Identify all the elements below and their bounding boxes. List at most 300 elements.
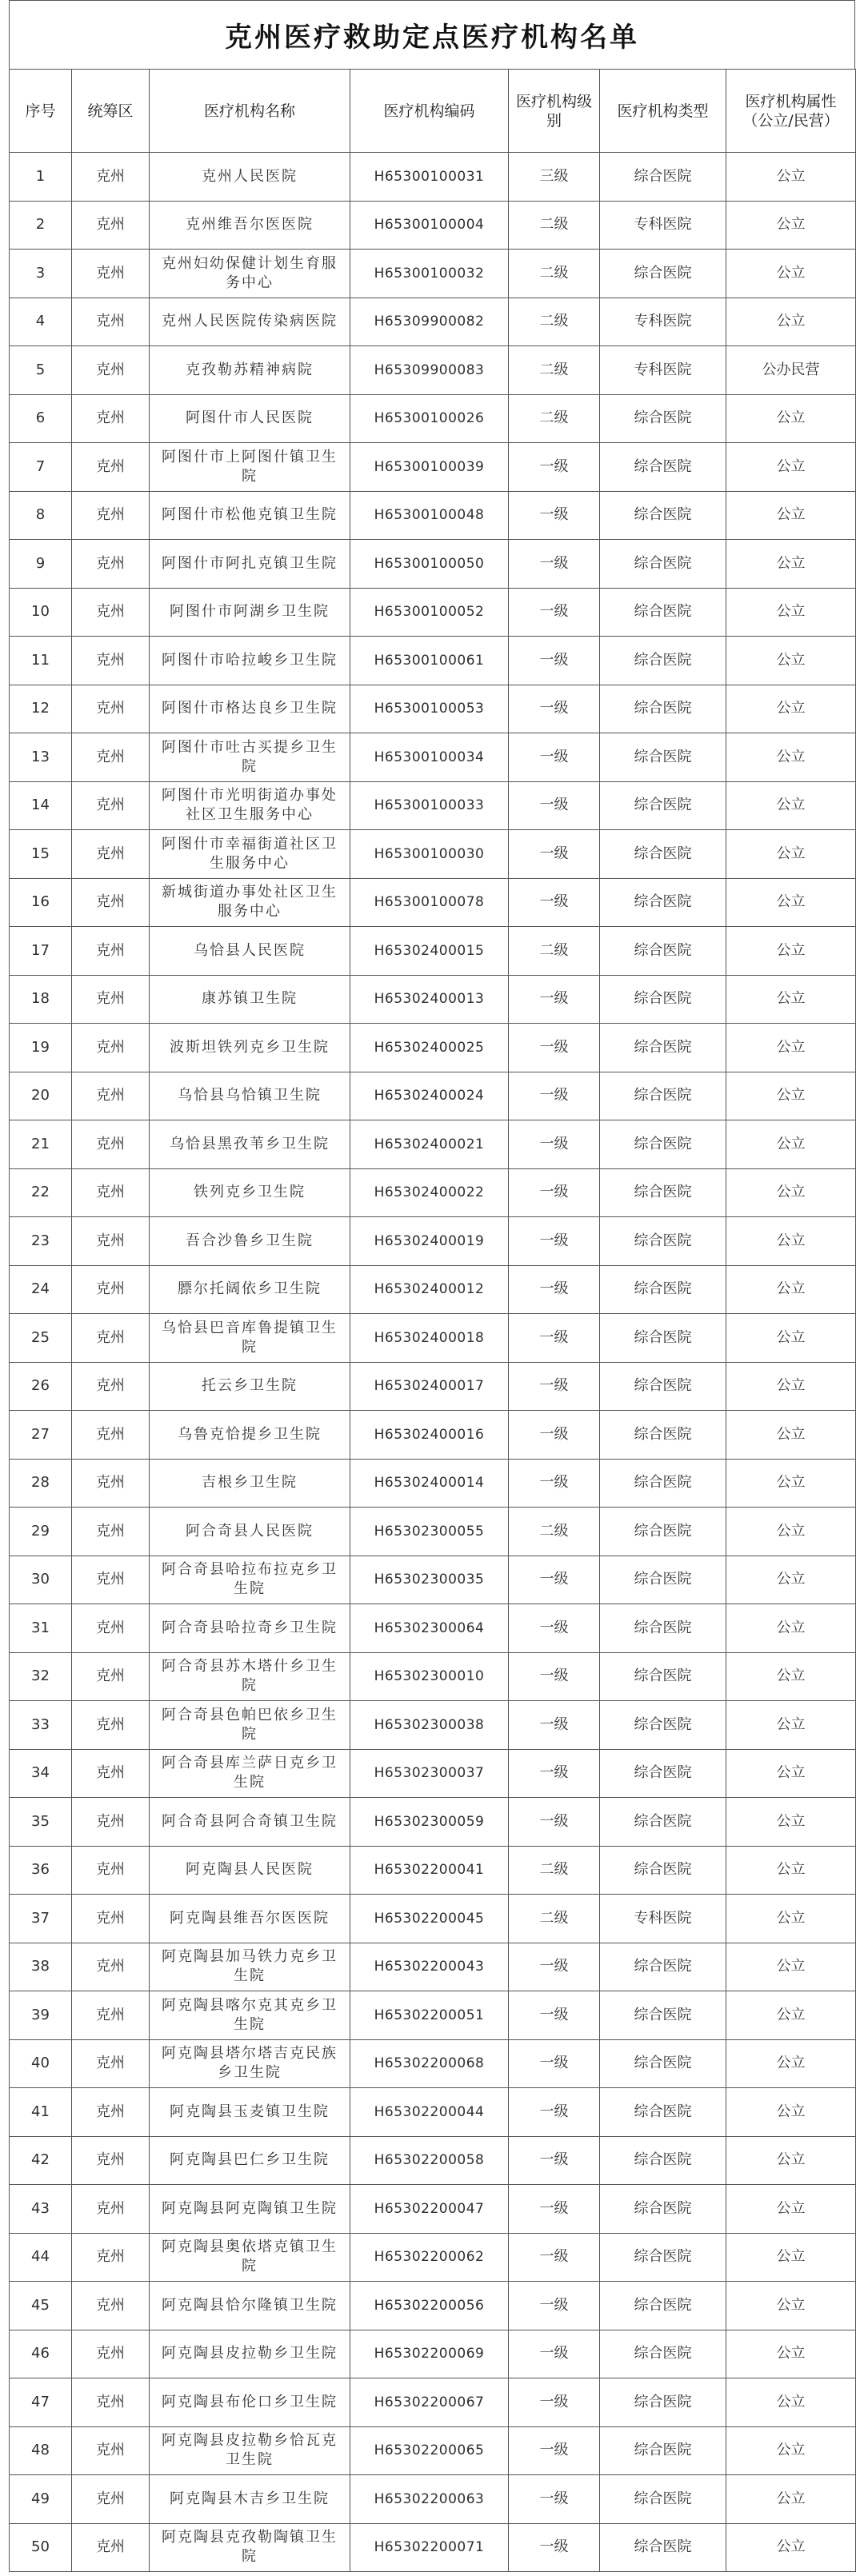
cell-index: 23 (10, 1217, 72, 1266)
cell-ownership: 公立 (726, 298, 856, 346)
cell-code: H65302400014 (350, 1459, 509, 1508)
cell-level: 一级 (509, 1411, 600, 1460)
table-row (10, 1459, 856, 1508)
cell-index: 5 (10, 346, 72, 395)
cell-type: 综合医院 (600, 443, 726, 492)
cell-index: 4 (10, 298, 72, 346)
cell-district: 克州 (72, 201, 150, 250)
cell-district: 克州 (72, 1024, 150, 1072)
cell-district: 克州 (72, 1168, 150, 1217)
cell-level: 一级 (509, 443, 600, 492)
cell-ownership: 公立 (726, 394, 856, 443)
cell-index: 39 (10, 1991, 72, 2040)
cell-type: 综合医院 (600, 1024, 726, 1072)
cell-level: 一级 (509, 2233, 600, 2282)
table-row (10, 1411, 856, 1460)
institution-table (9, 69, 856, 2572)
cell-code: H65302400021 (350, 1120, 509, 1169)
table-row (10, 443, 856, 492)
cell-index: 31 (10, 1604, 72, 1653)
cell-name: 阿克陶县人民医院 (150, 1846, 350, 1895)
cell-name: 阿合奇县哈拉布拉克乡卫生院 (150, 1556, 350, 1604)
cell-name: 波斯坦铁列克乡卫生院 (150, 1024, 350, 1072)
cell-type: 综合医院 (600, 2475, 726, 2524)
header-name: 医疗机构名称 (150, 70, 350, 153)
cell-type: 综合医院 (600, 540, 726, 589)
header-district: 统筹区 (72, 70, 150, 153)
cell-index: 50 (10, 2523, 72, 2572)
table-row (10, 1072, 856, 1120)
cell-type: 综合医院 (600, 1168, 726, 1217)
cell-level: 一级 (509, 1168, 600, 1217)
cell-code: H65302200062 (350, 2233, 509, 2282)
cell-ownership: 公立 (726, 830, 856, 879)
table-row (10, 2282, 856, 2330)
cell-name: 乌鲁克恰提乡卫生院 (150, 1411, 350, 1460)
cell-ownership: 公立 (726, 201, 856, 250)
cell-ownership: 公立 (726, 1652, 856, 1701)
cell-index: 28 (10, 1459, 72, 1508)
cell-code: H65302200041 (350, 1846, 509, 1895)
cell-code: H65300100050 (350, 540, 509, 589)
table-row (10, 1024, 856, 1072)
cell-code: H65302300064 (350, 1604, 509, 1653)
cell-district: 克州 (72, 1652, 150, 1701)
cell-ownership: 公立 (726, 1798, 856, 1847)
cell-type: 综合医院 (600, 2136, 726, 2185)
table-row (10, 588, 856, 637)
table-row (10, 1168, 856, 1217)
cell-index: 27 (10, 1411, 72, 1460)
cell-type: 综合医院 (600, 491, 726, 540)
cell-code: H65302200051 (350, 1991, 509, 2040)
cell-type: 专科医院 (600, 201, 726, 250)
cell-name: 阿图什市阿湖乡卫生院 (150, 588, 350, 637)
cell-code: H65302200044 (350, 2088, 509, 2137)
cell-district: 克州 (72, 2282, 150, 2330)
cell-type: 综合医院 (600, 1701, 726, 1750)
cell-district: 克州 (72, 298, 150, 346)
cell-district: 克州 (72, 588, 150, 637)
cell-ownership: 公立 (726, 1604, 856, 1653)
table-row (10, 1846, 856, 1895)
cell-name: 阿克陶县喀尔克其克乡卫生院 (150, 1991, 350, 2040)
cell-district: 克州 (72, 1508, 150, 1556)
cell-index: 14 (10, 781, 72, 830)
cell-code: H65302200071 (350, 2523, 509, 2572)
cell-index: 10 (10, 588, 72, 637)
cell-type: 综合医院 (600, 1362, 726, 1411)
table-row (10, 2136, 856, 2185)
table-row (10, 1652, 856, 1701)
cell-district: 克州 (72, 927, 150, 976)
cell-name: 阿克陶县皮拉勒乡恰瓦克卫生院 (150, 2426, 350, 2475)
cell-code: H65302400017 (350, 1362, 509, 1411)
cell-level: 一级 (509, 1362, 600, 1411)
cell-ownership: 公立 (726, 2039, 856, 2088)
cell-index: 11 (10, 637, 72, 685)
cell-code: H65300100032 (350, 250, 509, 298)
cell-district: 克州 (72, 975, 150, 1024)
cell-index: 19 (10, 1024, 72, 1072)
cell-district: 克州 (72, 2185, 150, 2234)
title-bar (9, 0, 855, 69)
cell-ownership: 公立 (726, 2088, 856, 2137)
cell-level: 一级 (509, 2088, 600, 2137)
cell-name: 康苏镇卫生院 (150, 975, 350, 1024)
cell-code: H65302300035 (350, 1556, 509, 1604)
cell-type: 综合医院 (600, 1846, 726, 1895)
cell-name: 阿图什市幸福街道社区卫生服务中心 (150, 830, 350, 879)
cell-index: 25 (10, 1314, 72, 1363)
table-row (10, 1991, 856, 2040)
cell-level: 一级 (509, 1991, 600, 2040)
cell-code: H65300100039 (350, 443, 509, 492)
cell-ownership: 公立 (726, 153, 856, 202)
cell-type: 综合医院 (600, 2426, 726, 2475)
cell-code: H65302200069 (350, 2330, 509, 2378)
cell-index: 2 (10, 201, 72, 250)
cell-type: 综合医院 (600, 394, 726, 443)
table-row (10, 346, 856, 395)
cell-ownership: 公立 (726, 540, 856, 589)
cell-code: H65300100033 (350, 781, 509, 830)
cell-level: 一级 (509, 1943, 600, 1991)
cell-code: H65302200045 (350, 1895, 509, 1943)
table-row (10, 2233, 856, 2282)
table-row (10, 830, 856, 879)
cell-name: 阿克陶县塔尔塔吉克民族乡卫生院 (150, 2039, 350, 2088)
cell-ownership: 公立 (726, 1459, 856, 1508)
cell-district: 克州 (72, 2039, 150, 2088)
cell-name: 克州妇幼保健计划生育服务中心 (150, 250, 350, 298)
cell-district: 克州 (72, 1362, 150, 1411)
cell-level: 三级 (509, 153, 600, 202)
table-row (10, 1943, 856, 1991)
cell-code: H65302300037 (350, 1749, 509, 1798)
cell-district: 克州 (72, 637, 150, 685)
cell-level: 一级 (509, 1701, 600, 1750)
cell-name: 阿合奇县库兰萨日克乡卫生院 (150, 1749, 350, 1798)
cell-type: 综合医院 (600, 1991, 726, 2040)
cell-level: 一级 (509, 2136, 600, 2185)
cell-ownership: 公立 (726, 491, 856, 540)
cell-level: 二级 (509, 346, 600, 395)
cell-index: 49 (10, 2475, 72, 2524)
cell-ownership: 公立 (726, 2185, 856, 2234)
cell-index: 3 (10, 250, 72, 298)
table-row (10, 1701, 856, 1750)
cell-name: 阿合奇县苏木塔什乡卫生院 (150, 1652, 350, 1701)
cell-index: 46 (10, 2330, 72, 2378)
cell-level: 二级 (509, 1508, 600, 1556)
cell-name: 阿克陶县布伦口乡卫生院 (150, 2378, 350, 2427)
cell-code: H65302300055 (350, 1508, 509, 1556)
table-row (10, 2523, 856, 2572)
cell-type: 综合医院 (600, 781, 726, 830)
table-row (10, 1556, 856, 1604)
cell-code: H65300100030 (350, 830, 509, 879)
cell-code: H65302200043 (350, 1943, 509, 1991)
cell-index: 6 (10, 394, 72, 443)
cell-ownership: 公立 (726, 2330, 856, 2378)
table-row (10, 491, 856, 540)
cell-district: 克州 (72, 346, 150, 395)
cell-name: 阿克陶县皮拉勒乡卫生院 (150, 2330, 350, 2378)
cell-type: 专科医院 (600, 298, 726, 346)
cell-index: 15 (10, 830, 72, 879)
cell-name: 阿克陶县克孜勒陶镇卫生院 (150, 2523, 350, 2572)
cell-type: 综合医院 (600, 1943, 726, 1991)
cell-name: 乌恰县乌恰镇卫生院 (150, 1072, 350, 1120)
cell-ownership: 公立 (726, 2378, 856, 2427)
cell-index: 26 (10, 1362, 72, 1411)
cell-name: 阿克陶县阿克陶镇卫生院 (150, 2185, 350, 2234)
cell-code: H65302200058 (350, 2136, 509, 2185)
cell-name: 膘尔托阔依乡卫生院 (150, 1265, 350, 1314)
table-row (10, 781, 856, 830)
cell-district: 克州 (72, 2233, 150, 2282)
cell-district: 克州 (72, 2136, 150, 2185)
cell-level: 二级 (509, 298, 600, 346)
cell-ownership: 公立 (726, 2523, 856, 2572)
cell-ownership: 公立 (726, 1991, 856, 2040)
cell-ownership: 公立 (726, 1556, 856, 1604)
cell-index: 41 (10, 2088, 72, 2137)
cell-code: H65302400019 (350, 1217, 509, 1266)
cell-type: 综合医院 (600, 1508, 726, 1556)
cell-code: H65302400016 (350, 1411, 509, 1460)
cell-index: 17 (10, 927, 72, 976)
cell-type: 综合医院 (600, 2282, 726, 2330)
cell-level: 二级 (509, 1895, 600, 1943)
cell-code: H65302400022 (350, 1168, 509, 1217)
cell-name: 阿图什市光明街道办事处社区卫生服务中心 (150, 781, 350, 830)
header-code: 医疗机构编码 (350, 70, 509, 153)
cell-type: 综合医院 (600, 733, 726, 782)
cell-district: 克州 (72, 1314, 150, 1363)
cell-type: 综合医院 (600, 1120, 726, 1169)
cell-name: 阿图什市吐古买提乡卫生院 (150, 733, 350, 782)
cell-type: 综合医院 (600, 1749, 726, 1798)
cell-type: 综合医院 (600, 1314, 726, 1363)
cell-code: H65302400015 (350, 927, 509, 976)
cell-name: 乌恰县巴音库鲁提镇卫生院 (150, 1314, 350, 1363)
cell-level: 一级 (509, 540, 600, 589)
cell-type: 综合医院 (600, 1652, 726, 1701)
cell-district: 克州 (72, 1265, 150, 1314)
cell-district: 克州 (72, 2378, 150, 2427)
cell-level: 一级 (509, 1604, 600, 1653)
cell-index: 44 (10, 2233, 72, 2282)
cell-index: 24 (10, 1265, 72, 1314)
cell-district: 克州 (72, 1895, 150, 1943)
table-row (10, 1749, 856, 1798)
cell-ownership: 公立 (726, 2233, 856, 2282)
cell-name: 阿克陶县恰尔隆镇卫生院 (150, 2282, 350, 2330)
cell-district: 克州 (72, 733, 150, 782)
cell-level: 一级 (509, 2185, 600, 2234)
cell-type: 综合医院 (600, 1556, 726, 1604)
cell-ownership: 公立 (726, 1846, 856, 1895)
cell-index: 45 (10, 2282, 72, 2330)
cell-level: 一级 (509, 1217, 600, 1266)
cell-district: 克州 (72, 1991, 150, 2040)
cell-name: 新城街道办事处社区卫生服务中心 (150, 878, 350, 927)
cell-name: 阿图什市松他克镇卫生院 (150, 491, 350, 540)
cell-name: 克州人民医院 (150, 153, 350, 202)
table-row (10, 1217, 856, 1266)
cell-district: 克州 (72, 491, 150, 540)
cell-index: 37 (10, 1895, 72, 1943)
cell-index: 43 (10, 2185, 72, 2234)
cell-district: 克州 (72, 2426, 150, 2475)
cell-ownership: 公立 (726, 781, 856, 830)
cell-district: 克州 (72, 394, 150, 443)
cell-ownership: 公立 (726, 1701, 856, 1750)
cell-index: 40 (10, 2039, 72, 2088)
table-row (10, 2088, 856, 2137)
cell-index: 38 (10, 1943, 72, 1991)
cell-district: 克州 (72, 1459, 150, 1508)
cell-code: H65302300038 (350, 1701, 509, 1750)
cell-type: 综合医院 (600, 2378, 726, 2427)
header-level: 医疗机构级别 (509, 70, 600, 153)
cell-ownership: 公立 (726, 2136, 856, 2185)
cell-code: H65302400024 (350, 1072, 509, 1120)
cell-index: 29 (10, 1508, 72, 1556)
cell-code: H65300100048 (350, 491, 509, 540)
table-row (10, 394, 856, 443)
cell-district: 克州 (72, 685, 150, 733)
cell-code: H65302200056 (350, 2282, 509, 2330)
cell-type: 综合医院 (600, 2088, 726, 2137)
cell-level: 一级 (509, 2523, 600, 2572)
cell-level: 二级 (509, 1846, 600, 1895)
cell-level: 一级 (509, 2282, 600, 2330)
cell-level: 一级 (509, 1556, 600, 1604)
cell-district: 克州 (72, 1749, 150, 1798)
cell-district: 克州 (72, 1701, 150, 1750)
cell-name: 铁列克乡卫生院 (150, 1168, 350, 1217)
cell-code: H65302400013 (350, 975, 509, 1024)
cell-name: 乌恰县人民医院 (150, 927, 350, 976)
cell-level: 一级 (509, 1652, 600, 1701)
cell-level: 一级 (509, 2378, 600, 2427)
cell-type: 综合医院 (600, 637, 726, 685)
header-index: 序号 (10, 70, 72, 153)
cell-index: 32 (10, 1652, 72, 1701)
cell-district: 克州 (72, 2523, 150, 2572)
table-row (10, 637, 856, 685)
cell-code: H65300100034 (350, 733, 509, 782)
cell-ownership: 公立 (726, 685, 856, 733)
cell-code: H65300100053 (350, 685, 509, 733)
cell-type: 综合医院 (600, 2233, 726, 2282)
header-ownership: 医疗机构属性（公立/民营） (726, 70, 856, 153)
table-body (10, 153, 856, 2572)
document-title: 克州医疗救助定点医疗机构名单 (225, 22, 639, 54)
cell-district: 克州 (72, 830, 150, 879)
cell-ownership: 公立 (726, 2426, 856, 2475)
cell-code: H65302300010 (350, 1652, 509, 1701)
cell-code: H65302200063 (350, 2475, 509, 2524)
cell-code: H65302200047 (350, 2185, 509, 2234)
cell-code: H65302300059 (350, 1798, 509, 1847)
cell-level: 一级 (509, 588, 600, 637)
cell-type: 综合医院 (600, 927, 726, 976)
cell-district: 克州 (72, 781, 150, 830)
cell-index: 30 (10, 1556, 72, 1604)
cell-index: 22 (10, 1168, 72, 1217)
cell-level: 一级 (509, 637, 600, 685)
table-row (10, 298, 856, 346)
cell-code: H65302200065 (350, 2426, 509, 2475)
table-row (10, 250, 856, 298)
cell-index: 16 (10, 878, 72, 927)
cell-name: 阿图什市格达良乡卫生院 (150, 685, 350, 733)
cell-code: H65309900083 (350, 346, 509, 395)
cell-ownership: 公立 (726, 1120, 856, 1169)
cell-name: 阿图什市上阿图什镇卫生院 (150, 443, 350, 492)
cell-type: 综合医院 (600, 1411, 726, 1460)
cell-level: 一级 (509, 975, 600, 1024)
cell-name: 阿克陶县巴仁乡卫生院 (150, 2136, 350, 2185)
cell-ownership: 公立 (726, 1265, 856, 1314)
cell-type: 综合医院 (600, 1265, 726, 1314)
cell-index: 13 (10, 733, 72, 782)
cell-name: 托云乡卫生院 (150, 1362, 350, 1411)
cell-index: 9 (10, 540, 72, 589)
cell-ownership: 公立 (726, 1362, 856, 1411)
table-row (10, 1604, 856, 1653)
cell-level: 一级 (509, 878, 600, 927)
cell-code: H65300100031 (350, 153, 509, 202)
cell-level: 一级 (509, 781, 600, 830)
cell-district: 克州 (72, 540, 150, 589)
table-row (10, 153, 856, 202)
table-row (10, 2378, 856, 2427)
table-row (10, 878, 856, 927)
cell-code: H65300100026 (350, 394, 509, 443)
cell-type: 专科医院 (600, 346, 726, 395)
cell-ownership: 公立 (726, 1749, 856, 1798)
table-row (10, 1895, 856, 1943)
cell-name: 阿合奇县哈拉奇乡卫生院 (150, 1604, 350, 1653)
cell-index: 8 (10, 491, 72, 540)
header-row (10, 70, 856, 153)
cell-code: H65309900082 (350, 298, 509, 346)
cell-name: 克州维吾尔医医院 (150, 201, 350, 250)
cell-code: H65302400012 (350, 1265, 509, 1314)
cell-district: 克州 (72, 2475, 150, 2524)
cell-type: 综合医院 (600, 878, 726, 927)
cell-index: 1 (10, 153, 72, 202)
cell-index: 7 (10, 443, 72, 492)
cell-type: 综合医院 (600, 685, 726, 733)
cell-level: 一级 (509, 1459, 600, 1508)
cell-district: 克州 (72, 1072, 150, 1120)
cell-level: 一级 (509, 685, 600, 733)
cell-ownership: 公立 (726, 1508, 856, 1556)
cell-level: 一级 (509, 1749, 600, 1798)
cell-name: 克州人民医院传染病医院 (150, 298, 350, 346)
cell-type: 综合医院 (600, 2185, 726, 2234)
cell-index: 21 (10, 1120, 72, 1169)
cell-ownership: 公立 (726, 2475, 856, 2524)
table-row (10, 540, 856, 589)
cell-type: 综合医院 (600, 250, 726, 298)
